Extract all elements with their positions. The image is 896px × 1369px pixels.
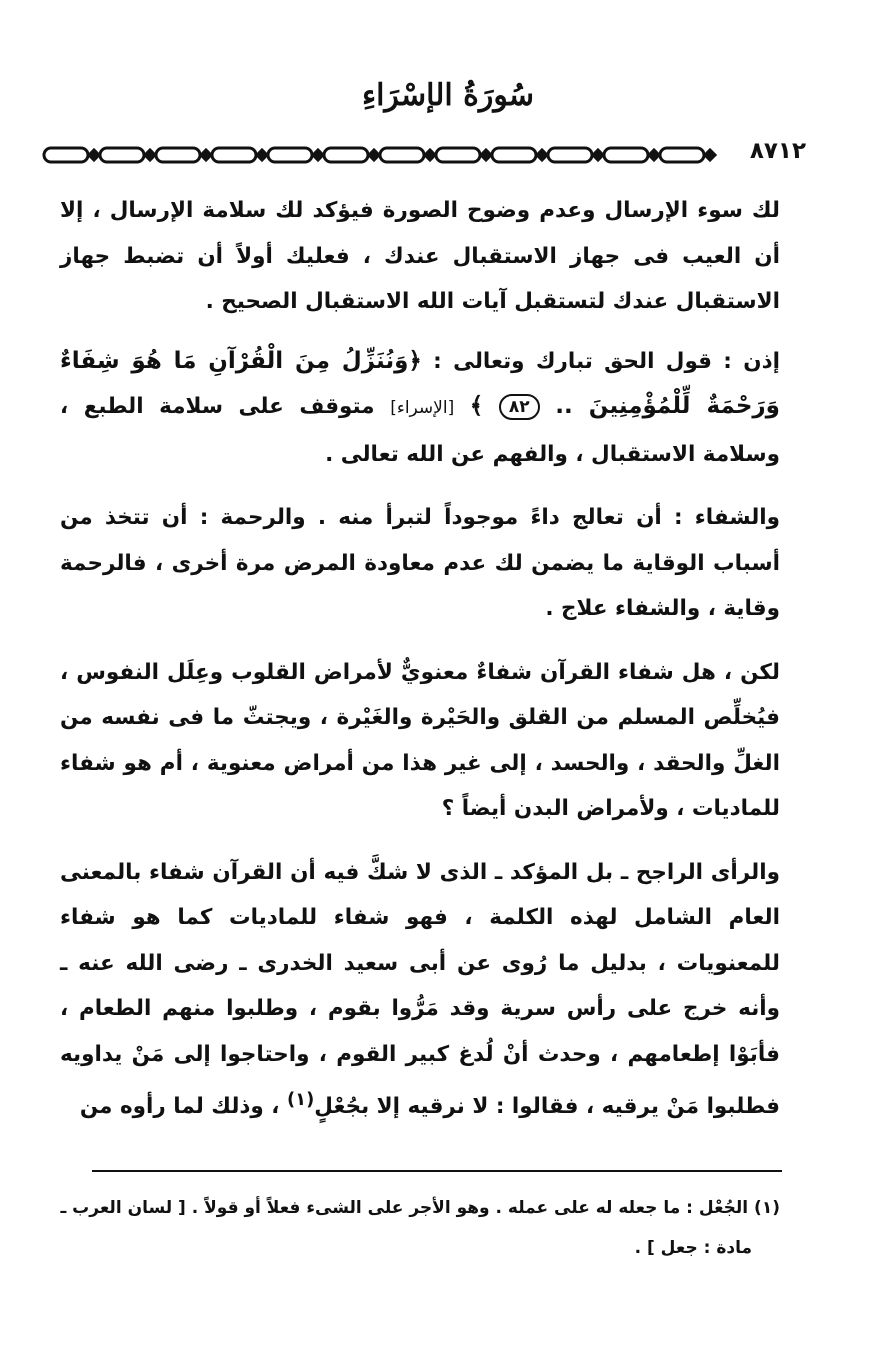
- surah-title: سُورَةُ الإسْرَاءِ: [361, 78, 535, 113]
- main-text: [60, 188, 780, 1148]
- paragraph-5-tail: ، وذلك لما رأوه من: [79, 1094, 280, 1120]
- paragraph-5-text: والرأى الراجح ـ بل المؤكد ـ الذى لا شكَّ فيه أن القرآن شفاء بالمعنى العام الشامل لهذه الكلمة ، فهو شفاء للماديات كما هو شفاء للمعنويات ، بدليل ما رُوى عن أبى سعيد الخدرى ـ رضى الله عنه ـ وأنه خرج على رأس سرية وقد مَرُّوا بقوم ، وطلبوا منهم الطعام ، فأبَوْا إطعامهم ، وحدث أنْ لُدغ كبير القوم ، واحتاجوا إلى مَنْ يداويه فطلبوا مَنْ يرقيه ، فقالوا : لا نرقيه إلا بجُعْلٍ: [60, 859, 780, 1120]
- header-ornament: [40, 140, 810, 170]
- footnote-line-2: مادة : جعل ] .: [634, 1238, 752, 1258]
- verse-reference: [الإسراء]: [390, 398, 455, 418]
- paragraph-2-rest: متوقف على سلامة الطبع ، وسلامة الاستقبال ، والفهم عن الله تعالى .: [60, 394, 780, 467]
- paragraph-2-intro: إذن : قول الحق تبارك وتعالى :: [433, 348, 780, 374]
- quran-verse: وَنُنَزِّلُ مِنَ الْقُرْآنِ مَا هُوَ شِفَاءٌ وَرَحْمَةٌ لِّلْمُؤْمِنِينَ ..: [60, 347, 780, 419]
- paragraph-4: لكن ، هل شفاء القرآن شفاءٌ معنويٌّ لأمراض القلوب وعِلَل النفوس ، فيُخلِّص المسلم من القلق والحَيْرة والغَيْرة ، ويجتثّ ما فى نفسه من الغلِّ والحقد ، والحسد ، إلى غير هذا من أمراض معنوية ، أم هو شفاء للماديات ، ولأمراض البدن أيضاً ؟: [60, 659, 780, 821]
- quran-close-bracket: ﴾: [469, 393, 484, 419]
- footnote-marker: (١): [286, 1089, 315, 1110]
- paragraph-5: [60, 850, 780, 1130]
- page-number: ٨٧١٢: [749, 138, 806, 164]
- paragraph-3: والشفاء : أن تعالج داءً موجوداً لتبرأ منه . والرحمة : أن تتخذ من أسباب الوقاية ما يضمن لك عدم معاودة المرض مرة أخرى ، فالرحمة وقاية ، والشفاء علاج .: [60, 505, 780, 621]
- footnote-line-1: (١) الجُعْل : ما جعله له على عمله . وهو الأجر على الشىء فعلاً أو قولاً . [ لسان العرب ـ: [60, 1198, 780, 1218]
- footnote: [60, 1188, 780, 1268]
- paragraph-2: [60, 339, 780, 478]
- footnote-divider: [92, 1170, 782, 1172]
- quran-open-bracket: ﴿: [408, 347, 422, 374]
- paragraph-1: لك سوء الإرسال وعدم وضوح الصورة فيؤكد لك سلامة الإرسال ، إلا أن العيب فى جهاز الاستقبال عندك ، فعليك أولاً أن تضبط جهاز الاستقبال عندك لتستقبل آيات الله الاستقبال الصحيح .: [60, 198, 780, 314]
- ayah-number: ٨٢: [499, 394, 540, 420]
